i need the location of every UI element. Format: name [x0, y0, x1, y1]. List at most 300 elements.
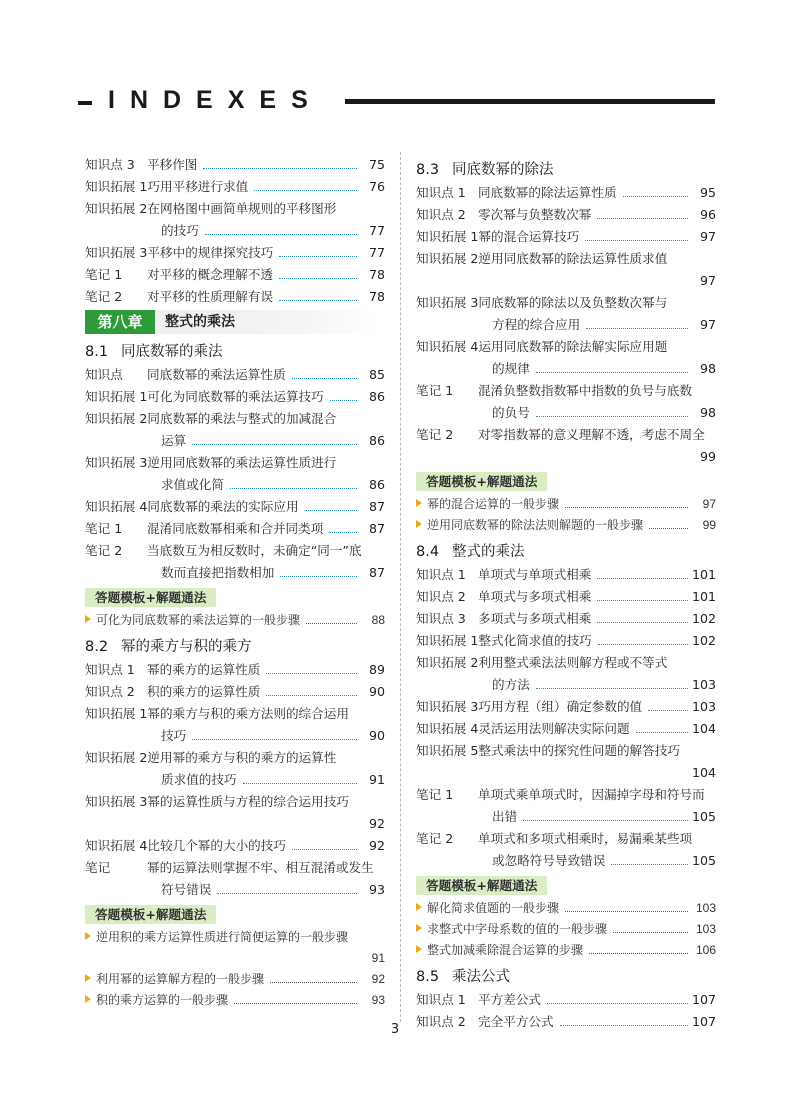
- toc-entry-line: [416, 740, 716, 762]
- template-item-line: [85, 927, 385, 948]
- template-item-line: [416, 919, 716, 940]
- toc-page-number: 90: [368, 684, 385, 699]
- toc-entry-label: 知识点 2: [416, 589, 466, 604]
- template-heading-wrap: [85, 584, 385, 610]
- template-item[interactable]: [416, 940, 716, 961]
- toc-page-number: 103: [695, 922, 716, 936]
- leader-dots: [266, 695, 357, 696]
- toc-entry-line: [416, 204, 716, 226]
- toc-page-number: 89: [368, 662, 385, 677]
- toc-entry-label: 笔记 2: [416, 427, 454, 442]
- toc-entry[interactable]: [85, 408, 385, 452]
- toc-page-number: 75: [368, 157, 385, 172]
- toc-entry[interactable]: [416, 718, 716, 740]
- toc-entry-text: 同底数幂的除法以及负整数次幂与: [478, 295, 668, 310]
- leader-dots: [536, 688, 688, 689]
- toc-page-number: 86: [368, 477, 385, 492]
- toc-entry-line: [416, 226, 716, 248]
- toc-entry-line: [416, 608, 716, 630]
- leader-dots: [306, 623, 357, 624]
- toc-entry-label: 知识拓展 2: [416, 251, 479, 266]
- toc-entry-continuation: [416, 674, 716, 696]
- template-item-line: [416, 940, 716, 961]
- toc-entry-continuation: [416, 314, 716, 336]
- page-number: 3: [390, 1022, 400, 1037]
- template-heading: 答题模板+解题通法: [85, 905, 216, 924]
- toc-entry[interactable]: [416, 696, 716, 718]
- triangle-bullet-icon: [416, 924, 422, 932]
- chapter-tag: 第八章: [85, 310, 155, 334]
- toc-entry[interactable]: [85, 681, 385, 703]
- toc-entry-label: 知识点: [85, 367, 123, 382]
- toc-entry-text: 零次幂与负整数次幂: [478, 207, 592, 222]
- toc-entry-label: 笔记 1: [85, 267, 123, 282]
- template-item-text: 幂的混合运算的一般步骤: [427, 497, 560, 511]
- toc-entry-text: 平方差公式: [478, 992, 541, 1007]
- toc-entry-line: [416, 989, 716, 1011]
- toc-entry-label: 知识拓展 2: [416, 655, 479, 670]
- toc-entry-label: 知识拓展 2: [85, 750, 148, 765]
- toc-page-number: 77: [368, 245, 385, 260]
- toc-entry-line: [416, 424, 716, 446]
- leader-dots: [649, 528, 688, 529]
- toc-entry[interactable]: [85, 198, 385, 242]
- leader-dots: [598, 644, 688, 645]
- toc-entry-text: 逆用同底数幂的除法运算性质求值: [478, 251, 668, 266]
- toc-entry[interactable]: [85, 703, 385, 747]
- leader-dots: [611, 864, 688, 865]
- toc-entry-line: [85, 747, 385, 769]
- toc-entry-line: [416, 718, 716, 740]
- template-item[interactable]: [416, 515, 716, 536]
- toc-entry-text: 符号错误: [161, 882, 212, 897]
- toc-entry-text: 逆用幂的乘方与积的乘方的运算性: [147, 750, 337, 765]
- leader-dots: [234, 1003, 357, 1004]
- leader-dots: [279, 278, 357, 279]
- toc-entry-text: 积的乘方的运算性质: [147, 684, 261, 699]
- leader-dots: [279, 256, 357, 257]
- template-item[interactable]: [85, 610, 385, 631]
- toc-entry-label: 知识拓展 1: [85, 179, 148, 194]
- toc-entry[interactable]: [85, 747, 385, 791]
- triangle-bullet-icon: [85, 995, 91, 1003]
- section-title: 乘法公式: [452, 969, 510, 985]
- toc-entry-line: [416, 828, 716, 850]
- toc-entry-line: [85, 198, 385, 220]
- toc-page-number: 103: [692, 677, 717, 692]
- toc-entry-label: 知识点 1: [416, 992, 466, 1007]
- toc-entry-line: [85, 835, 385, 857]
- toc-page-number: 101: [692, 589, 717, 604]
- toc-entry[interactable]: [416, 424, 716, 468]
- toc-entry[interactable]: [85, 386, 385, 408]
- triangle-bullet-icon: [416, 945, 422, 953]
- section-title: 同底数幂的乘法: [121, 344, 223, 360]
- header-rule: [345, 99, 715, 104]
- toc-entry[interactable]: [85, 452, 385, 496]
- template-item-line: [85, 948, 385, 969]
- leader-dots: [217, 893, 357, 894]
- toc-entry[interactable]: [85, 286, 385, 308]
- toc-entry-text: 混淆负整数指数幂中指数的负号与底数: [478, 383, 693, 398]
- toc-entry-text: 灵活运用法则解决实际问题: [478, 721, 630, 736]
- leader-dots: [636, 732, 688, 733]
- toc-entry-label: 笔记 1: [416, 383, 454, 398]
- toc-entry-text: 平移作图: [147, 157, 198, 172]
- toc-entry[interactable]: [85, 659, 385, 681]
- toc-entry-text: 可化为同底数幂的乘法运算技巧: [147, 389, 324, 404]
- toc-entry-line: [416, 248, 716, 270]
- toc-entry-line: [85, 408, 385, 430]
- toc-entry[interactable]: [416, 248, 716, 292]
- leader-dots: [565, 507, 688, 508]
- toc-entry-line: [85, 364, 385, 386]
- toc-entry[interactable]: [416, 586, 716, 608]
- leader-dots: [270, 982, 357, 983]
- toc-entry-label: 知识拓展 4: [85, 499, 148, 514]
- toc-page-number: 91: [371, 951, 385, 965]
- toc-page-number: 86: [368, 389, 385, 404]
- toc-entry[interactable]: [416, 182, 716, 204]
- leader-dots: [597, 578, 688, 579]
- toc-entry[interactable]: [416, 336, 716, 380]
- toc-entry-line: [85, 659, 385, 681]
- toc-entry-continuation: [416, 270, 716, 292]
- template-item-line: [85, 990, 385, 1011]
- toc-entry-text: 整式化简求值的技巧: [478, 633, 592, 648]
- leader-dots: [292, 849, 357, 850]
- toc-entry[interactable]: [416, 226, 716, 248]
- toc-entry-label: 知识拓展 4: [416, 339, 479, 354]
- toc-entry-continuation: [416, 762, 716, 784]
- toc-entry-label: 知识拓展 4: [85, 838, 148, 853]
- toc-entry-label: 知识拓展 2: [85, 411, 148, 426]
- toc-entry-line: [85, 286, 385, 308]
- leader-dots: [292, 378, 357, 379]
- toc-entry[interactable]: [416, 292, 716, 336]
- toc-entry-text: 平移中的规律探究技巧: [147, 245, 274, 260]
- toc-page-number: 91: [368, 772, 385, 787]
- toc-entry-line: [85, 681, 385, 703]
- toc-entry-text: 幂的运算法则掌握不牢、相互混淆或发生: [147, 860, 374, 875]
- triangle-bullet-icon: [85, 932, 91, 940]
- section-heading[interactable]: [85, 635, 385, 659]
- section-heading[interactable]: [85, 340, 385, 364]
- toc-page-number: 93: [371, 993, 385, 1007]
- toc-page-number: 92: [368, 838, 385, 853]
- toc-entry[interactable]: [85, 857, 385, 901]
- toc-entry[interactable]: [85, 264, 385, 286]
- toc-page-number: 105: [692, 809, 717, 824]
- toc-page-number: 76: [368, 179, 385, 194]
- toc-entry-text: 单项式与多项式相乘: [478, 589, 592, 604]
- leader-dots: [205, 234, 357, 235]
- toc-entry-text: 比较几个幂的大小的技巧: [147, 838, 286, 853]
- leader-dots: [585, 240, 688, 241]
- toc-page-number: 78: [368, 289, 385, 304]
- leader-dots: [279, 300, 357, 301]
- right-column: [416, 154, 716, 1033]
- toc-page-number: 99: [702, 518, 716, 532]
- toc-entry-line: [85, 540, 385, 562]
- toc-page-number: 96: [699, 207, 716, 222]
- template-item[interactable]: [85, 990, 385, 1011]
- toc-page-number: 102: [692, 611, 717, 626]
- section-number: 8.4: [416, 544, 440, 560]
- header-title: INDEXES: [108, 86, 323, 114]
- toc-entry-text: 单项式与单项式相乘: [478, 567, 592, 582]
- toc-entry[interactable]: [416, 652, 716, 696]
- template-heading-wrap: [416, 468, 716, 494]
- toc-page-number: 104: [692, 721, 717, 736]
- toc-entry-continuation: [85, 813, 385, 835]
- toc-entry-text: 的技巧: [161, 223, 199, 238]
- toc-page-number: 107: [692, 1014, 717, 1029]
- toc-entry-label: 知识拓展 3: [85, 794, 148, 809]
- leader-dots: [523, 820, 688, 821]
- toc-entry-text: 巧用方程（组）确定参数的值: [478, 699, 643, 714]
- toc-page-number: 78: [368, 267, 385, 282]
- toc-entry[interactable]: [85, 242, 385, 264]
- section-heading[interactable]: [416, 540, 716, 564]
- template-item[interactable]: [416, 898, 716, 919]
- toc-entry[interactable]: [85, 540, 385, 584]
- leader-dots: [565, 911, 688, 912]
- toc-entry-text: 幂的运算性质与方程的综合运用技巧: [147, 794, 349, 809]
- toc-page-number: 97: [699, 229, 716, 244]
- toc-entry-line: [416, 696, 716, 718]
- toc-entry[interactable]: [416, 564, 716, 586]
- toc-entry-line: [416, 336, 716, 358]
- toc-page-number: 104: [692, 765, 717, 780]
- toc-entry-text: 幂的乘方与积的乘方法则的综合运用: [147, 706, 349, 721]
- leader-dots: [623, 196, 688, 197]
- triangle-bullet-icon: [416, 520, 422, 528]
- toc-entry-text: 完全平方公式: [478, 1014, 554, 1029]
- section-number: 8.1: [85, 344, 109, 360]
- toc-entry-text: 的规律: [492, 361, 530, 376]
- toc-entry-line: [416, 784, 716, 806]
- toc-entry-line: [85, 857, 385, 879]
- triangle-bullet-icon: [85, 974, 91, 982]
- toc-entry-line: [85, 242, 385, 264]
- toc-entry-text: 技巧: [161, 728, 187, 743]
- toc-entry-label: 知识点 3: [85, 157, 135, 172]
- toc-entry-label: 知识拓展 5: [416, 743, 479, 758]
- section-heading[interactable]: [416, 965, 716, 989]
- toc-entry-text: 或忽略符号导致错误: [492, 853, 606, 868]
- toc-entry-line: [85, 496, 385, 518]
- toc-entry-text: 幂的乘方的运算性质: [147, 662, 261, 677]
- toc-page-number: 97: [699, 273, 716, 288]
- toc-entry[interactable]: [416, 989, 716, 1011]
- template-item-text: 逆用积的乘方运算性质进行简便运算的一般步骤: [96, 930, 349, 944]
- leader-dots: [586, 328, 688, 329]
- chapter-heading: [85, 310, 385, 334]
- template-item-line: [85, 969, 385, 990]
- leader-dots: [597, 600, 688, 601]
- toc-entry-label: 知识点 1: [416, 185, 466, 200]
- leader-dots: [192, 739, 357, 740]
- template-item[interactable]: [416, 919, 716, 940]
- toc-entry-text: 运用同底数幂的除法解实际应用题: [478, 339, 668, 354]
- toc-entry-continuation: [85, 769, 385, 791]
- toc-page-number: 85: [368, 367, 385, 382]
- leader-dots: [547, 1003, 688, 1004]
- toc-entry-text: 在网格图中画简单规则的平移图形: [147, 201, 337, 216]
- toc-entry-text: 质求值的技巧: [161, 772, 237, 787]
- leader-dots: [280, 576, 357, 577]
- leader-dots: [536, 416, 688, 417]
- toc-entry-label: 知识点 1: [416, 567, 466, 582]
- toc-entry[interactable]: [416, 204, 716, 226]
- template-item[interactable]: [85, 927, 385, 969]
- toc-entry-label: 笔记 2: [416, 831, 454, 846]
- toc-page-number: 107: [692, 992, 717, 1007]
- section-title: 整式的乘法: [452, 544, 525, 560]
- template-item[interactable]: [85, 969, 385, 990]
- header-dash: [78, 101, 92, 105]
- toc-entry[interactable]: [85, 835, 385, 857]
- toc-page-number: 92: [371, 972, 385, 986]
- toc-entry[interactable]: [85, 496, 385, 518]
- toc-entry[interactable]: [85, 176, 385, 198]
- toc-entry-line: [85, 518, 385, 540]
- toc-entry-text: 混淆同底数幂相乘和合并同类项: [147, 521, 324, 536]
- toc-page-number: 95: [699, 185, 716, 200]
- toc-entry-line: [85, 452, 385, 474]
- toc-entry-text: 出错: [492, 809, 518, 824]
- chapter-title: 整式的乘法: [165, 314, 235, 330]
- section-number: 8.3: [416, 162, 440, 178]
- section-title: 同底数幂的除法: [452, 162, 554, 178]
- toc-entry-text: 求值或化简: [161, 477, 224, 492]
- toc-page-number: 101: [692, 567, 717, 582]
- toc-entry-label: 知识点 3: [416, 611, 466, 626]
- leader-dots: [589, 953, 688, 954]
- toc-entry-text: 利用整式乘法法则解方程或不等式: [478, 655, 668, 670]
- leader-dots: [254, 190, 357, 191]
- toc-entry-continuation: [416, 358, 716, 380]
- toc-entry[interactable]: [416, 828, 716, 872]
- toc-page-number: 106: [695, 943, 716, 957]
- toc-entry-text: 同底数幂的乘法与整式的加减混合: [147, 411, 337, 426]
- toc-entry-label: 知识拓展 3: [416, 295, 479, 310]
- toc-entry[interactable]: [85, 518, 385, 540]
- toc-page-number: 87: [368, 499, 385, 514]
- template-heading-wrap: [416, 872, 716, 898]
- toc-entry-label: 知识拓展 1: [85, 389, 148, 404]
- toc-page-number: 86: [368, 433, 385, 448]
- page-header: [0, 84, 790, 120]
- leader-dots: [648, 710, 688, 711]
- template-heading: 答题模板+解题通法: [416, 876, 547, 895]
- toc-entry-continuation: [416, 446, 716, 468]
- toc-entry-label: 笔记 1: [85, 521, 123, 536]
- toc-page-number: 88: [371, 613, 385, 627]
- toc-entry-continuation: [85, 430, 385, 452]
- toc-page-number: 103: [692, 699, 717, 714]
- toc-entry-continuation: [85, 562, 385, 584]
- toc-entry-line: [416, 630, 716, 652]
- toc-entry-label: 知识拓展 3: [85, 455, 148, 470]
- toc-entry-continuation: [85, 879, 385, 901]
- leader-dots: [266, 673, 357, 674]
- template-item[interactable]: [416, 494, 716, 515]
- toc-entry-continuation: [416, 402, 716, 424]
- leader-dots: [203, 168, 357, 169]
- toc-entry-label: 知识拓展 1: [85, 706, 148, 721]
- leader-dots: [536, 372, 688, 373]
- toc-entry-text: 整式乘法中的探究性问题的解答技巧: [478, 743, 680, 758]
- toc-entry-text: 当底数互为相反数时，未确定“同一”底: [147, 543, 362, 558]
- template-item-text: 利用幂的运算解方程的一般步骤: [96, 972, 265, 986]
- toc-entry-label: 知识点 1: [85, 662, 135, 677]
- leader-dots: [597, 622, 688, 623]
- toc-entry-continuation: [85, 725, 385, 747]
- section-heading[interactable]: [416, 158, 716, 182]
- template-item-line: [416, 898, 716, 919]
- template-item-line: [85, 610, 385, 631]
- toc-entry-continuation: [416, 850, 716, 872]
- toc-entry[interactable]: [416, 740, 716, 784]
- column-divider: [400, 152, 401, 1022]
- template-item-line: [416, 494, 716, 515]
- toc-entry-text: 对零指数幂的意义理解不透，考虑不周全: [478, 427, 705, 442]
- toc-entry-text: 对平移的性质理解有误: [147, 289, 273, 304]
- toc-entry[interactable]: [85, 791, 385, 835]
- toc-entry-text: 单项式乘单项式时，因漏掉字母和符号而: [478, 787, 705, 802]
- toc-entry-line: [85, 703, 385, 725]
- template-item-text: 可化为同底数幂的乘法运算的一般步骤: [96, 613, 301, 627]
- toc-entry-label: 知识点 2: [416, 1014, 466, 1029]
- toc-entry-line: [416, 380, 716, 402]
- toc-page-number: 98: [699, 361, 716, 376]
- toc-entry-text: 同底数幂的除法运算性质: [478, 185, 617, 200]
- toc-entry-line: [85, 386, 385, 408]
- template-item-text: 整式加减乘除混合运算的步骤: [427, 943, 584, 957]
- toc-page-number: 92: [368, 816, 385, 831]
- toc-entry[interactable]: [416, 608, 716, 630]
- toc-entry[interactable]: [85, 364, 385, 386]
- toc-entry[interactable]: [416, 784, 716, 828]
- triangle-bullet-icon: [85, 615, 91, 623]
- template-item-text: 求整式中字母系数的值的一般步骤: [427, 922, 608, 936]
- leader-dots: [597, 218, 688, 219]
- toc-entry-label: 知识拓展 4: [416, 721, 479, 736]
- toc-entry-text: 运算: [161, 433, 187, 448]
- leader-dots: [330, 400, 357, 401]
- template-heading: 答题模板+解题通法: [85, 588, 216, 607]
- toc-entry[interactable]: [416, 630, 716, 652]
- toc-entry-text: 单项式和多项式相乘时，易漏乘某些项: [478, 831, 693, 846]
- toc-entry-line: [416, 182, 716, 204]
- toc-entry-text: 数而直接把指数相加: [161, 565, 275, 580]
- toc-entry-continuation: [416, 806, 716, 828]
- triangle-bullet-icon: [416, 903, 422, 911]
- template-item-text: 积的乘方运算的一般步骤: [96, 993, 229, 1007]
- toc-entry[interactable]: [416, 380, 716, 424]
- toc-entry-label: 知识拓展 1: [416, 633, 479, 648]
- toc-page-number: 102: [692, 633, 717, 648]
- toc-entry-text: 方程的综合应用: [492, 317, 581, 332]
- section-number: 8.5: [416, 969, 440, 985]
- toc-page-number: 97: [699, 317, 716, 332]
- toc-entry-label: 知识点 2: [85, 684, 135, 699]
- toc-entry[interactable]: [85, 154, 385, 176]
- toc-page-number: 93: [368, 882, 385, 897]
- toc-entry-continuation: [85, 474, 385, 496]
